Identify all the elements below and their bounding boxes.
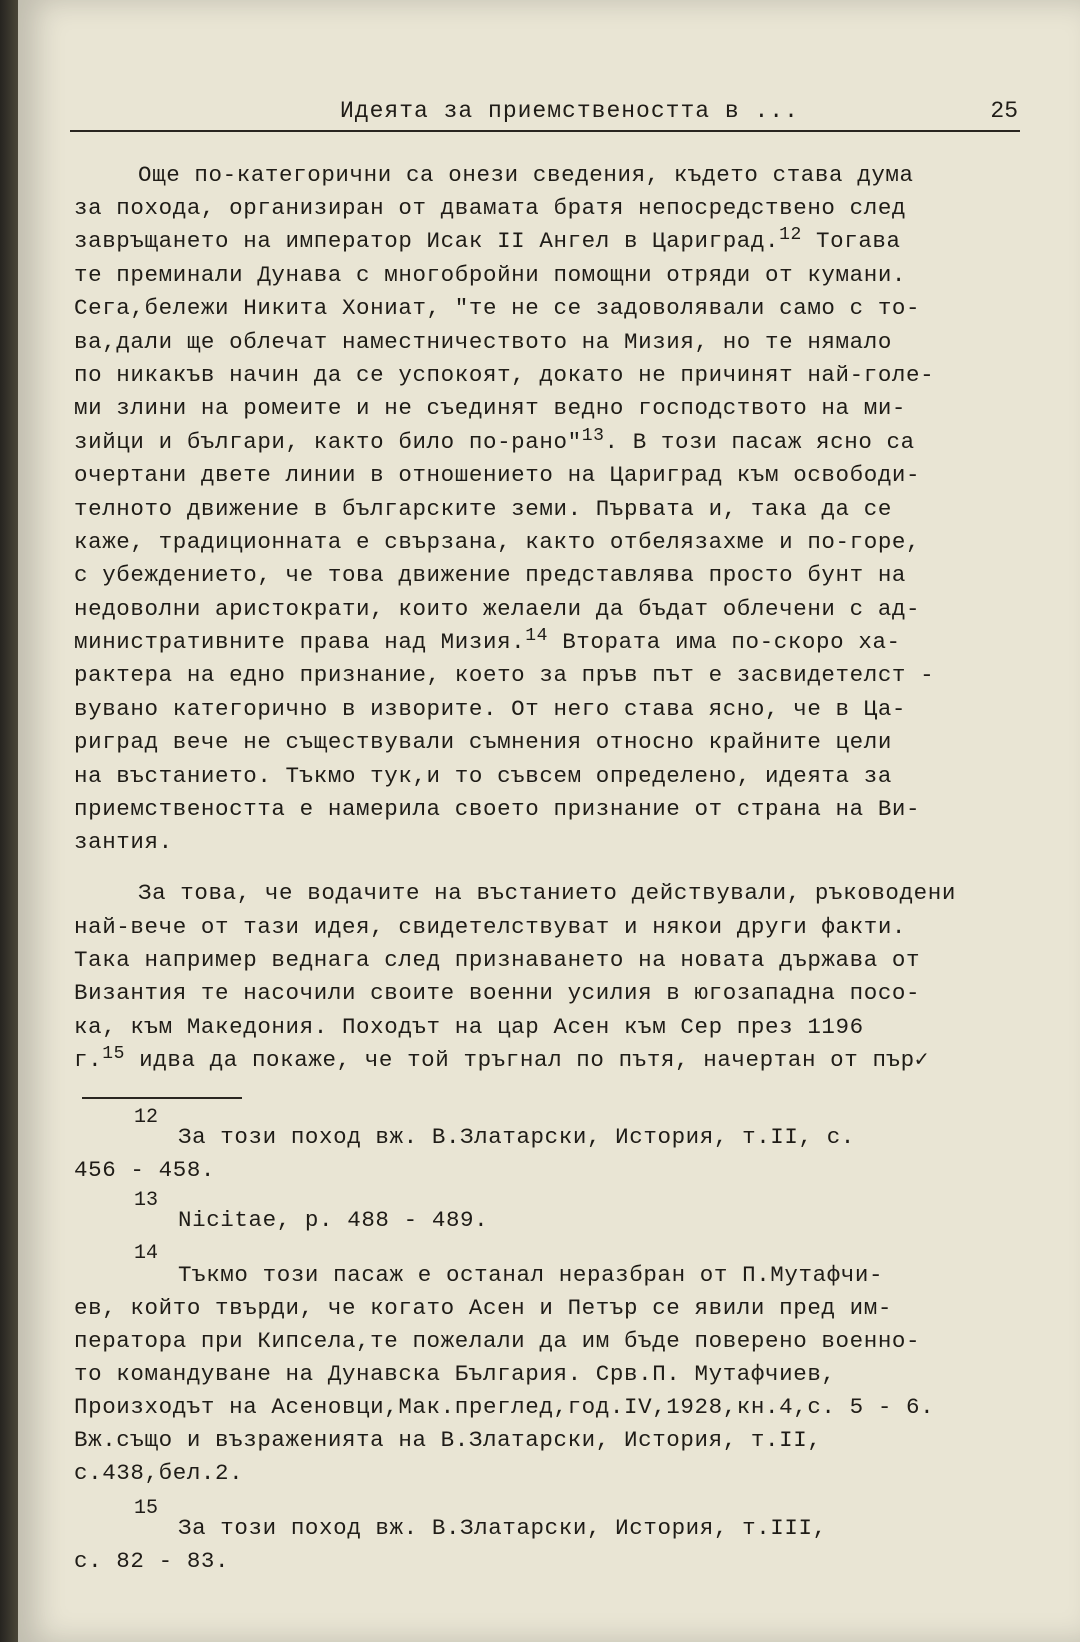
footnote-marker: 12 xyxy=(134,1106,159,1129)
footnote-marker: 15 xyxy=(134,1497,159,1520)
footnote-line: За този поход вж. В.Златарски, История, т.II, с. xyxy=(178,1124,855,1150)
text-line: недоволни аристократи, които желаели да бъдат облечени с ад- xyxy=(74,596,921,622)
text-line: ка, към Македония. Походът на цар Асен към Сер през 1196 xyxy=(74,1014,864,1040)
text-line: завръщането на император Исак II Ангел в Цариград.$^{12}$ Тогава xyxy=(74,225,901,254)
text-line: каже, традиционната е свързана, както отбелязахме и по-горе, xyxy=(74,529,921,555)
footnote-ref: 13 xyxy=(581,426,605,446)
text-line: за похода, организиран от двамата братя непосредствено след xyxy=(74,195,907,221)
text-line: ва,дали ще облечат наместничеството на Мизия, но те нямало xyxy=(74,329,892,355)
footnote-line: с.438,бел.2. xyxy=(74,1460,244,1486)
text-line: по никакъв начин да се успокоят, докато не причинят най-голе- xyxy=(74,362,935,388)
text-line: ми злини на ромеите и не съединят ведно господството на ми- xyxy=(74,395,907,421)
footnote-ref: 12 xyxy=(779,225,802,245)
text-line: на въстанието. Тъкмо тук,и то съвсем определено, идеята за xyxy=(74,763,892,789)
footnote-line: ператора при Кипсела,те пожелали да им бъде поверено военно- xyxy=(74,1328,921,1354)
text-line: с убеждението, че това движение представлява просто бунт на xyxy=(74,562,907,588)
document-page xyxy=(18,0,1080,1642)
footnote-line: Произходът на Асеновци,Мак.преглед,год.IV,1928,кн.4,с. 5 - 6. xyxy=(74,1394,935,1420)
check-mark-icon: ✓ xyxy=(914,1047,929,1073)
footnote-line: с. 82 - 83. xyxy=(74,1548,230,1574)
text-line: зийци и българи, както било по-рано"$^{13}$. В този пасаж ясно са xyxy=(74,426,915,455)
text-line: г.$^{15}$ идва да покаже, че той тръгнал по пътя, начертан от пър✓ xyxy=(74,1044,929,1073)
footnote-marker: 13 xyxy=(134,1189,159,1212)
text-line: рактера на едно признание, което за пръв път е засвидетелст - xyxy=(74,662,935,688)
text-line: Още по-категорични са онези сведения, където става дума xyxy=(138,162,914,188)
text-line: те преминали Дунава с многобройни помощни отряди от кумани. xyxy=(74,262,907,288)
text-line: вувано категорично в изворите. От него става ясно, че в Ца- xyxy=(74,696,907,722)
text-line: Сега,бележи Никита Хониат, "те не се задоволявали само с то- xyxy=(74,295,921,321)
text-line: най-вече от тази идея, свидетелствуват и някои други факти. xyxy=(74,914,907,940)
text-line: телното движение в българските земи. Първата и, така да се xyxy=(74,496,892,522)
text-line: риград вече не съществували съмнения относно крайните цели xyxy=(74,729,892,755)
text-line: очертани двете линии в отношението на Цариград към освободи- xyxy=(74,462,921,488)
running-title: Идеята за приемствеността в ... xyxy=(340,98,799,124)
footnote-marker: 14 xyxy=(134,1242,159,1265)
footnote-line: Вж.също и възраженията на В.Златарски, История, т.II, xyxy=(74,1427,822,1453)
scan-left-edge xyxy=(0,0,18,1642)
page-header xyxy=(70,96,1020,132)
footnote-line: Nicitae, p. 488 - 489. xyxy=(178,1207,489,1233)
footnote-ref: 15 xyxy=(102,1044,126,1064)
footnote-line: Тъкмо този пасаж е останал неразбран от П.Мутафчи- xyxy=(178,1262,884,1288)
text-line: министративните права над Мизия.$^{14}$ Втората има по-скоро ха- xyxy=(74,626,901,655)
footnote-line: 456 - 458. xyxy=(74,1157,216,1183)
footnote-line: то командуване на Дунавска България. Срв.П. Мутафчиев, xyxy=(74,1361,836,1387)
text-line: Византия те насочили своите военни усилия в югозападна посо- xyxy=(74,980,921,1006)
footnote-line: ев, който твърди, че когато Асен и Петър се явили пред им- xyxy=(74,1295,892,1321)
text-line: За това, че водачите на въстанието действували, ръководени xyxy=(138,880,956,906)
footnote-line: За този поход вж. В.Златарски, История, т.III, xyxy=(178,1515,827,1541)
page-number: 25 xyxy=(990,98,1018,124)
footnote-ref: 14 xyxy=(525,626,549,646)
footnote-separator xyxy=(82,1097,242,1099)
text-line: зантия. xyxy=(74,829,173,855)
text-line: Така например веднага след признаването на новата държава от xyxy=(74,947,921,973)
text-line: приемствеността е намерила своето признание от страна на Ви- xyxy=(74,796,921,822)
